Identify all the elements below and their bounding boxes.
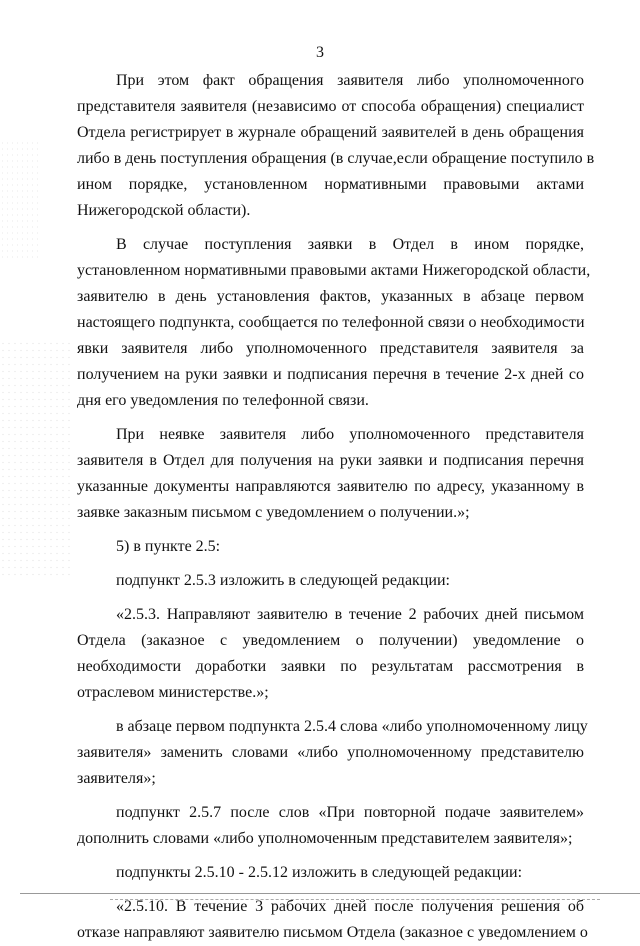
- text-line: установленном нормативными правовыми актами Нижегородской области,: [77, 262, 591, 279]
- paragraph: [77, 422, 584, 526]
- text-line: Отдела регистрирует в журнале обращений заявителей в день обращения: [77, 124, 584, 141]
- text-line: заявителя»;: [77, 770, 156, 787]
- scan-edge-line: [110, 899, 600, 900]
- text-line: подпункт 2.5.7 после слов «При повторной подаче заявителем»: [116, 804, 584, 821]
- text-line: настоящего подпункта, сообщается по телефонной связи о необходимости: [77, 314, 585, 331]
- scan-artifact: [0, 340, 70, 580]
- text-line: указанные документы направляются заявителю по адресу, указанному в: [77, 478, 584, 495]
- scan-edge-line: [20, 893, 640, 894]
- paragraph: [77, 894, 588, 946]
- text-line: дополнить словами «либо уполномоченным представителем заявителя»;: [77, 830, 573, 847]
- text-line: 5) в пункте 2.5:: [116, 538, 221, 555]
- text-line: явки заявителя либо уполномоченного представителя заявителя за: [77, 340, 584, 357]
- scan-artifact: [0, 140, 40, 260]
- text-line: заявителя» заменить словами «либо уполномоченному представителю: [77, 744, 584, 761]
- paragraph: [77, 714, 588, 792]
- text-line: «2.5.10. В течение 3 рабочих дней после получения решения об: [116, 898, 584, 915]
- text-line: ином порядке, установленном нормативными правовыми актами: [77, 176, 584, 193]
- paragraph: [116, 568, 584, 594]
- paragraph: [77, 602, 584, 706]
- text-line: В случае поступления заявки в Отдел в ином порядке,: [116, 236, 584, 253]
- text-line: в абзаце первом подпункта 2.5.4 слова «либо уполномоченному лицу: [116, 718, 588, 735]
- text-line: отраслевом министерстве.»;: [77, 684, 269, 701]
- text-line: либо в день поступления обращения (в случае,если обращение поступило в: [77, 150, 595, 167]
- text-line: отказе направляют заявителю письмом Отдела (заказное с уведомлением о: [77, 924, 588, 941]
- text-line: необходимости доработки заявки по результатам рассмотрения в: [77, 658, 584, 675]
- paragraph: [116, 534, 584, 560]
- page-number: 3: [316, 44, 324, 61]
- text-line: получением на руки заявки и подписания перечня в течение 2-х дней со: [77, 366, 584, 383]
- text-line: Отдела (заказное с уведомлением о получении) уведомление о: [77, 632, 584, 649]
- document-body: [77, 68, 595, 946]
- text-line: подпункт 2.5.3 изложить в следующей редакции:: [116, 572, 450, 589]
- text-line: заявке заказным письмом с уведомлением о получении.»;: [77, 504, 470, 521]
- text-line: заявителю в день установления фактов, указанных в абзаце первом: [77, 288, 584, 305]
- text-line: заявителя в Отдел для получения на руки заявки и подписания перечня: [77, 452, 584, 469]
- paragraph: [77, 232, 591, 414]
- text-line: подпункты 2.5.10 - 2.5.12 изложить в следующей редакции:: [116, 864, 523, 881]
- text-line: Нижегородской области).: [77, 202, 251, 219]
- paragraph: [77, 800, 584, 852]
- paragraph: [77, 68, 595, 224]
- text-line: дня его уведомления по телефонной связи.: [77, 392, 369, 409]
- text-line: «2.5.3. Направляют заявителю в течение 2 рабочих дней письмом: [116, 606, 584, 623]
- text-line: При этом факт обращения заявителя либо уполномоченного: [116, 72, 584, 89]
- text-line: При неявке заявителя либо уполномоченного представителя: [116, 426, 584, 443]
- text-line: представителя заявителя (независимо от способа обращения) специалист: [77, 98, 584, 115]
- paragraph: [116, 860, 584, 886]
